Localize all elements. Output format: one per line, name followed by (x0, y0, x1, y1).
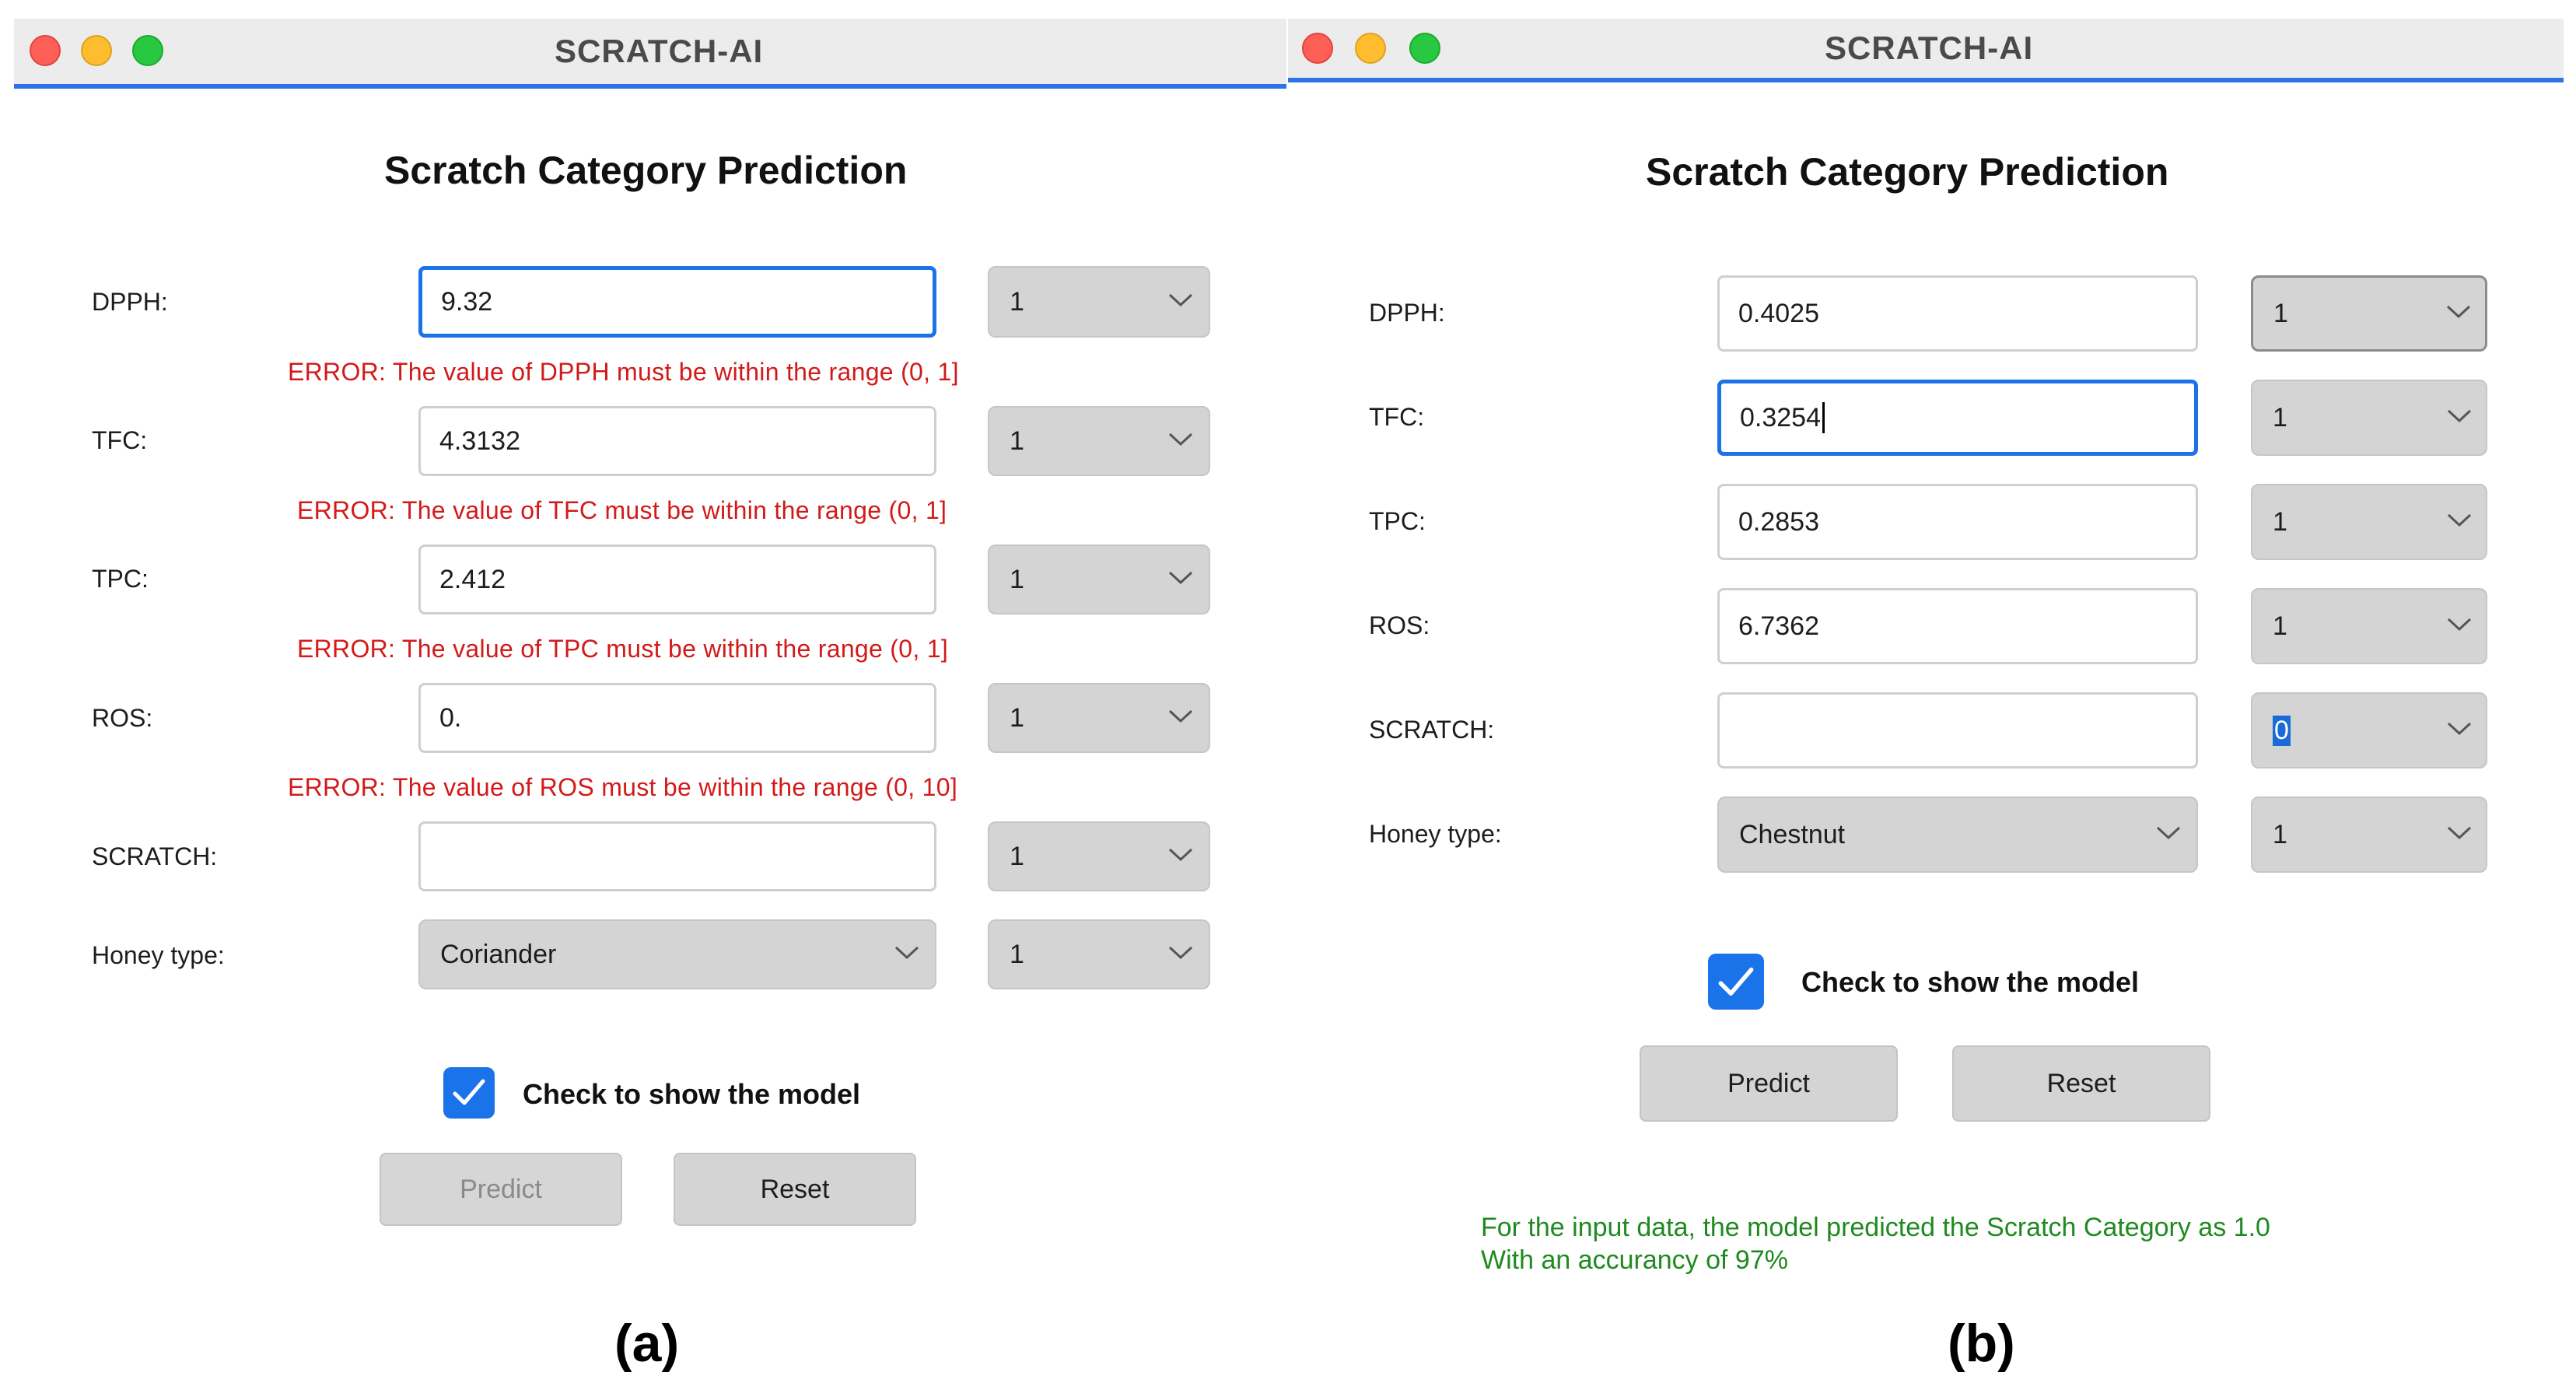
ros-label: ROS: (1369, 611, 1430, 639)
minimize-dot[interactable] (1355, 33, 1386, 64)
tfc-weight-select[interactable] (2251, 380, 2487, 456)
ros-error: ERROR: The value of ROS must be within the range (0, 10] (288, 773, 958, 801)
ros-value: 0. (439, 702, 462, 733)
chevron-down-icon (2447, 826, 2472, 840)
chevron-down-icon (1168, 571, 1193, 585)
ros-input[interactable] (418, 683, 936, 753)
chevron-down-icon (2447, 618, 2472, 632)
close-dot[interactable] (1302, 33, 1333, 64)
checkmark-icon (453, 1078, 485, 1108)
scratch-label: SCRATCH: (92, 842, 218, 870)
honey-type-value: Coriander (440, 939, 557, 969)
window-title: SCRATCH-AI (555, 33, 764, 69)
scratch-input[interactable] (1717, 692, 2198, 769)
tpc-weight-value: 1 (2273, 506, 2287, 537)
honey-type-label: Honey type: (1369, 820, 1502, 848)
titlebar-accent-line (1288, 78, 2564, 82)
reset-button[interactable]: Reset (674, 1153, 916, 1226)
panel-a (14, 0, 1286, 1390)
ros-weight-select[interactable] (988, 683, 1210, 753)
ros-label: ROS: (92, 704, 153, 732)
dpph-label: DPPH: (1369, 299, 1445, 327)
tfc-label: TFC: (1369, 403, 1425, 431)
panel-b (1288, 0, 2564, 1390)
chevron-down-icon (894, 946, 919, 960)
page-title: Scratch Category Prediction (1646, 150, 2169, 194)
ros-weight-value: 1 (2273, 611, 2287, 641)
checkmark-icon (1718, 966, 1754, 999)
tpc-input[interactable] (418, 544, 936, 614)
panel-caption-a: (a) (614, 1314, 680, 1373)
show-model-label: Check to show the model (1801, 966, 2140, 998)
chevron-down-icon (1168, 709, 1193, 723)
window-title: SCRATCH-AI (1825, 30, 2034, 66)
honey-weight-value: 1 (1010, 939, 1024, 969)
ros-weight-select[interactable] (2251, 588, 2487, 664)
chevron-down-icon (2156, 826, 2181, 840)
tpc-label: TPC: (92, 565, 149, 593)
dpph-value: 9.32 (441, 286, 493, 317)
text-caret (1822, 402, 1825, 433)
dpph-weight-value: 1 (1010, 286, 1024, 317)
ros-value: 6.7362 (1738, 611, 1819, 641)
tfc-error: ERROR: The value of TFC must be within the range (0, 1] (297, 496, 947, 524)
window-titlebar (14, 19, 1286, 84)
chevron-down-icon (1168, 946, 1193, 960)
zoom-dot[interactable] (1409, 33, 1440, 64)
honey-weight-select[interactable] (2251, 797, 2487, 873)
chevron-down-icon (1168, 293, 1193, 307)
tpc-label: TPC: (1369, 507, 1426, 535)
tpc-input[interactable] (1717, 484, 2198, 560)
predict-button[interactable]: Predict (380, 1153, 622, 1226)
tpc-error: ERROR: The value of TPC must be within the range (0, 1] (297, 635, 949, 663)
page-title: Scratch Category Prediction (384, 149, 908, 192)
chevron-down-icon (1168, 848, 1193, 862)
panel-caption-b: (b) (1948, 1314, 2015, 1373)
chevron-down-icon (2447, 513, 2472, 527)
minimize-dot[interactable] (81, 35, 112, 66)
prediction-result-line-2: With an accurancy of 97% (1481, 1245, 1788, 1275)
tpc-weight-select[interactable] (2251, 484, 2487, 560)
dpph-error: ERROR: The value of DPPH must be within the range (0, 1] (288, 358, 959, 386)
tfc-value: 0.3254 (1740, 402, 1821, 432)
predict-button[interactable]: Predict (1640, 1045, 1898, 1122)
show-model-checkbox[interactable] (443, 1067, 495, 1119)
tfc-weight-value: 1 (1010, 425, 1024, 456)
scratch-weight-select[interactable] (988, 821, 1210, 891)
honey-type-select[interactable] (1717, 797, 2198, 873)
tfc-weight-select[interactable] (988, 406, 1210, 476)
prediction-result-line-1: For the input data, the model predicted the Scratch Category as 1.0 (1481, 1213, 2270, 1242)
tfc-input[interactable] (1717, 380, 2198, 456)
honey-type-value: Chestnut (1739, 819, 1846, 849)
close-dot[interactable] (30, 35, 61, 66)
scratch-input[interactable] (418, 821, 936, 891)
titlebar-accent-line (14, 84, 1286, 89)
chevron-down-icon (2447, 409, 2472, 423)
tfc-value: 4.3132 (439, 425, 520, 456)
dpph-value: 0.4025 (1738, 298, 1819, 328)
scratch-weight-select[interactable] (2251, 692, 2487, 769)
dpph-weight-select[interactable] (988, 266, 1210, 338)
chevron-down-icon (1168, 432, 1193, 446)
dpph-weight-value: 1 (2273, 298, 2288, 328)
dpph-input[interactable] (418, 266, 936, 338)
chevron-down-icon (2447, 722, 2472, 736)
honey-weight-value: 1 (2273, 819, 2287, 849)
show-model-label: Check to show the model (523, 1078, 861, 1110)
tpc-value: 2.412 (439, 564, 506, 594)
dpph-label: DPPH: (92, 288, 168, 316)
tfc-weight-value: 1 (2273, 402, 2287, 432)
ros-weight-value: 1 (1010, 702, 1024, 733)
zoom-dot[interactable] (132, 35, 163, 66)
dpph-weight-select[interactable] (2251, 275, 2487, 352)
show-model-checkbox[interactable] (1708, 954, 1764, 1010)
tpc-value: 0.2853 (1738, 506, 1819, 537)
scratch-label: SCRATCH: (1369, 716, 1495, 744)
honey-type-select[interactable] (418, 919, 936, 989)
tpc-weight-value: 1 (1010, 564, 1024, 594)
tfc-label: TFC: (92, 426, 148, 454)
honey-type-label: Honey type: (92, 941, 225, 969)
reset-button[interactable]: Reset (1952, 1045, 2210, 1122)
dpph-input[interactable] (1717, 275, 2198, 352)
chevron-down-icon (2446, 305, 2471, 319)
scratch-weight-value: 1 (1010, 841, 1024, 871)
tpc-weight-select[interactable] (988, 544, 1210, 614)
scratch-weight-value: 0 (2274, 715, 2289, 745)
window-titlebar (1288, 19, 2564, 78)
honey-weight-select[interactable] (988, 919, 1210, 989)
ros-input[interactable] (1717, 588, 2198, 664)
tfc-input[interactable] (418, 406, 936, 476)
